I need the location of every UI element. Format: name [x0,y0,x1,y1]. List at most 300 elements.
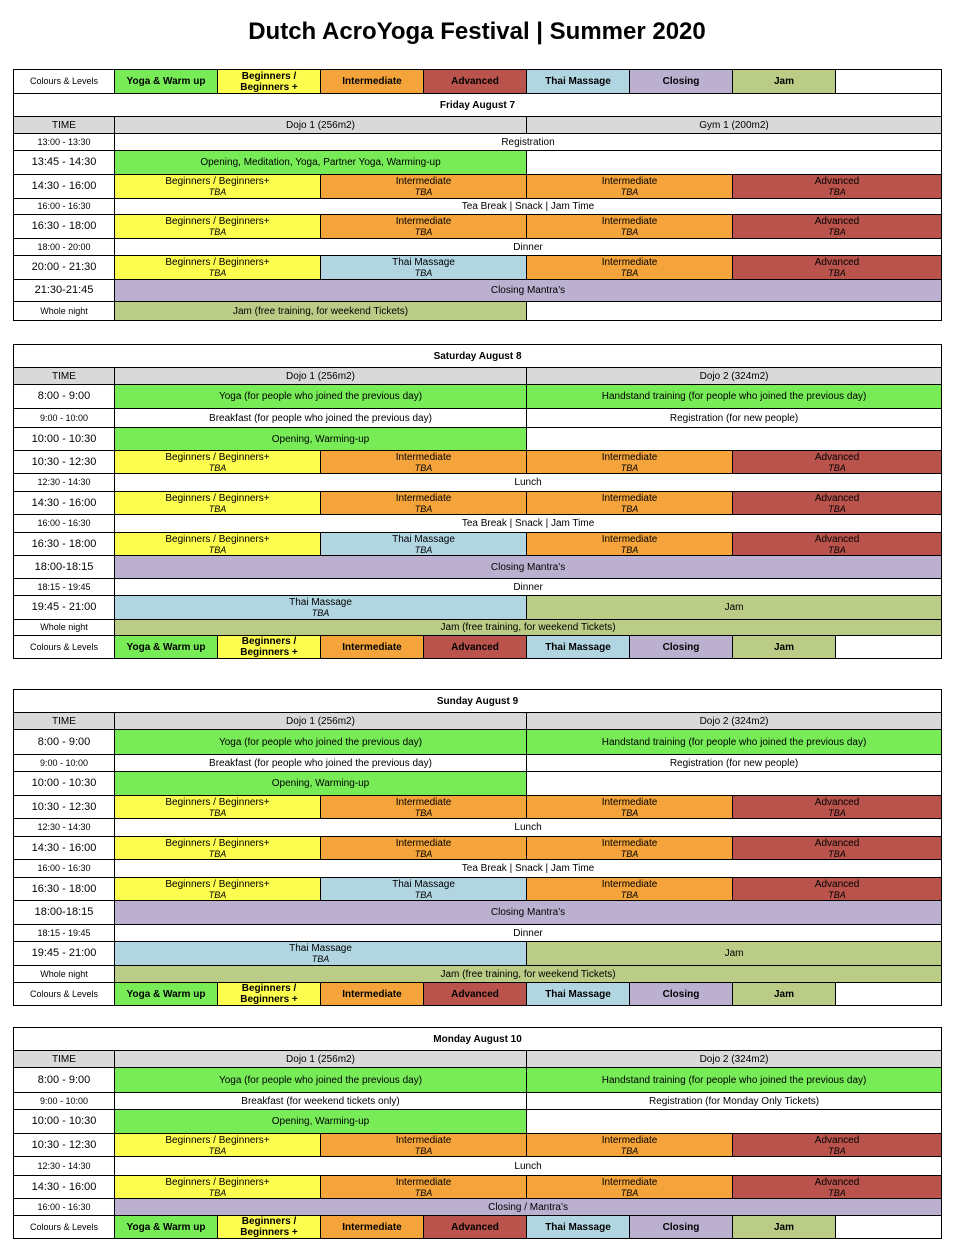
time-cell: 9:00 - 10:00 [14,755,115,772]
time-cell: 18:00-18:15 [14,901,115,925]
session-label: Intermediate [601,216,658,227]
session-beginners [115,215,321,239]
schedule-row [14,1134,942,1157]
session-intermediate [527,878,733,901]
session-sub: TBA [620,807,639,818]
legend-yoga: Yoga & Warm up [115,983,218,1006]
session-intermediate [321,1134,527,1157]
session-intermediate [527,1176,733,1199]
legend-closing: Closing [630,70,733,94]
session-beginners [115,175,321,199]
session-thai [321,256,527,280]
session-intermediate [321,215,527,239]
session-label: Beginners / Beginners+ [165,176,270,187]
session-sub: TBA [414,1187,433,1198]
day-title-row [14,1028,942,1051]
session-sub: TBA [311,954,330,964]
session-sub: TBA [414,268,433,278]
schedule-row [14,1110,942,1134]
time-cell: 10:00 - 10:30 [14,1110,115,1134]
time-cell: 16:30 - 18:00 [14,878,115,901]
schedule-row [14,256,942,280]
session-sub: TBA [620,503,639,514]
session-intermediate [527,1134,733,1157]
session-intermediate [527,837,733,860]
time-cell: 10:30 - 12:30 [14,1134,115,1157]
session-white: Breakfast (for weekend tickets only) [115,1093,527,1110]
session-sub: TBA [208,1145,227,1156]
session-label: Beginners / Beginners+ [165,492,270,504]
session-yoga: Opening, Warming-up [115,428,527,451]
time-header: TIME [14,1051,115,1068]
time-cell: 19:45 - 21:00 [14,942,115,966]
session-white [527,772,942,796]
session-label: Intermediate [395,796,452,808]
session-intermediate [527,451,733,474]
time-cell: 10:00 - 10:30 [14,428,115,451]
session-advanced [733,215,942,239]
session-sub: TBA [828,1187,846,1198]
session-label: Beginners / Beginners+ [165,257,270,268]
time-cell: Whole night [14,966,115,983]
session-label: Intermediate [601,451,658,463]
session-label: Beginners / Beginners+ [165,878,270,890]
session-label: Beginners / Beginners+ [165,216,270,227]
session-label: Intermediate [395,492,452,504]
session-sub: TBA [620,544,639,555]
session-label: Thai Massage [392,257,455,268]
time-cell: 18:15 - 19:45 [14,579,115,596]
session-yoga: Opening, Meditation, Yoga, Partner Yoga, Warming-up [115,151,527,175]
schedule-row [14,239,942,256]
session-sub: TBA [828,807,846,818]
session-intermediate [527,492,733,515]
session-thai [321,533,527,556]
session-sub: TBA [620,268,639,278]
session-advanced [733,533,942,556]
time-cell: 12:30 - 14:30 [14,819,115,837]
session-label: Beginners / Beginners+ [165,1176,270,1188]
legend-intermediate: Intermediate [321,636,424,659]
schedule-row [14,620,942,636]
day-title-row [14,690,942,713]
session-sub: TBA [828,187,846,197]
session-intermediate [527,796,733,819]
session-thai [115,942,527,966]
legend-white [836,70,942,94]
session-label: Beginners / Beginners+ [165,796,270,808]
session-white: Registration (for Monday Only Tickets) [527,1093,942,1110]
session-label: Advanced [814,176,860,187]
session-closing: Closing / Mantra’s [115,1199,942,1216]
session-sub: TBA [620,1145,639,1156]
session-label: Intermediate [601,257,658,268]
time-cell: 10:30 - 12:30 [14,796,115,819]
session-advanced [733,837,942,860]
legend-advanced: Advanced [424,636,527,659]
legend-beginners: Beginners / Beginners + [218,1216,321,1239]
room-header: Dojo 1 (256m2) [115,368,527,385]
session-jam: Jam (free training, for weekend Tickets) [115,302,527,321]
time-cell: 8:00 - 9:00 [14,730,115,755]
session-white: Tea Break | Snack | Jam Time [115,860,942,878]
session-closing: Closing Mantra’s [115,901,942,925]
legend-label: Colours & Levels [14,636,115,659]
session-intermediate [321,837,527,860]
schedule-row [14,925,942,942]
schedule-row [14,409,942,428]
legend-jam: Jam [733,1216,836,1239]
time-cell: 16:00 - 16:30 [14,199,115,215]
session-label: Intermediate [395,1134,452,1146]
session-yoga: Yoga (for people who joined the previous day) [115,385,527,409]
header-row [14,117,942,134]
schedule-row [14,302,942,321]
session-closing: Closing Mantra’s [115,280,942,302]
time-cell: 10:30 - 12:30 [14,451,115,474]
session-sub: TBA [208,889,227,900]
time-header: TIME [14,117,115,134]
session-sub: TBA [828,848,846,859]
session-jam: Jam (free training, for weekend Tickets) [115,620,942,636]
session-label: Intermediate [601,837,658,849]
session-yoga: Handstand training (for people who joined the previous day) [527,385,942,409]
session-sub: TBA [828,544,846,555]
legend-intermediate: Intermediate [321,1216,424,1239]
time-cell: 14:30 - 16:00 [14,492,115,515]
session-label: Intermediate [601,176,658,187]
legend-intermediate: Intermediate [321,70,424,94]
header-row [14,368,942,385]
legend-closing: Closing [630,1216,733,1239]
session-sub: TBA [208,187,227,197]
session-label: Intermediate [601,1134,658,1146]
session-white: Lunch [115,1157,942,1176]
legend-intermediate: Intermediate [321,983,424,1006]
legend-white [836,636,942,659]
session-yoga: Yoga (for people who joined the previous day) [115,1068,527,1093]
schedule-row [14,837,942,860]
session-sub: TBA [620,227,639,237]
schedule-row [14,966,942,983]
session-yoga: Yoga (for people who joined the previous day) [115,730,527,755]
legend-yoga: Yoga & Warm up [115,70,218,94]
session-advanced [733,175,942,199]
schedule-row [14,755,942,772]
room-header: Dojo 2 (324m2) [527,368,942,385]
session-thai [115,596,527,620]
schedule-row [14,215,942,239]
time-cell: 13:45 - 14:30 [14,151,115,175]
session-sub: TBA [620,889,639,900]
session-intermediate [527,215,733,239]
session-intermediate [527,533,733,556]
session-sub: TBA [620,848,639,859]
session-beginners [115,837,321,860]
session-white [527,428,942,451]
session-label: Advanced [814,1134,860,1146]
session-yoga: Handstand training (for people who joined the previous day) [527,730,942,755]
session-white: Breakfast (for people who joined the previous day) [115,755,527,772]
schedule-row [14,901,942,925]
day-title-row [14,345,942,368]
schedule-row [14,772,942,796]
session-white [527,302,942,321]
session-sub: TBA [208,1187,227,1198]
session-beginners [115,796,321,819]
schedule-row [14,730,942,755]
session-label: Intermediate [395,837,452,849]
session-label: Advanced [814,216,860,227]
schedule-row [14,280,942,302]
session-white: Dinner [115,239,942,256]
time-cell: 14:30 - 16:00 [14,1176,115,1199]
time-header: TIME [14,713,115,730]
room-header: Dojo 1 (256m2) [115,1051,527,1068]
session-label: Advanced [814,451,860,463]
session-beginners [115,1134,321,1157]
room-header: Dojo 1 (256m2) [115,713,527,730]
time-cell: 12:30 - 14:30 [14,1157,115,1176]
session-beginners [115,256,321,280]
time-cell: 8:00 - 9:00 [14,385,115,409]
session-white: Breakfast (for people who joined the previous day) [115,409,527,428]
schedule-row [14,942,942,966]
schedule-row [14,175,942,199]
session-label: Thai Massage [392,878,455,890]
session-sub: TBA [828,268,846,278]
session-advanced [733,1134,942,1157]
day-title: Monday August 10 [14,1028,942,1051]
session-label: Intermediate [395,451,452,463]
session-label: Beginners / Beginners+ [165,451,270,463]
session-advanced [733,796,942,819]
schedule-row [14,199,942,215]
schedule-row [14,492,942,515]
session-white: Dinner [115,925,942,942]
day-table [13,1027,942,1239]
session-label: Advanced [814,492,860,504]
session-advanced [733,451,942,474]
session-sub: TBA [414,187,433,197]
schedule-row [14,796,942,819]
legend-row [14,983,942,1006]
session-jam: Jam (free training, for weekend Tickets) [115,966,942,983]
session-label: Intermediate [395,1176,452,1188]
session-jam: Jam [527,596,942,620]
legend-row [14,70,942,94]
session-sub: TBA [311,608,330,618]
session-beginners [115,533,321,556]
day-title: Saturday August 8 [14,345,942,368]
session-advanced [733,1176,942,1199]
session-label: Intermediate [395,176,452,187]
room-header: Dojo 2 (324m2) [527,713,942,730]
session-intermediate [321,492,527,515]
session-sub: TBA [828,1145,846,1156]
time-cell: 8:00 - 9:00 [14,1068,115,1093]
header-row [14,1051,942,1068]
schedule-row [14,1199,942,1216]
schedule-row [14,819,942,837]
room-header: Dojo 2 (324m2) [527,1051,942,1068]
session-label: Intermediate [601,533,658,545]
legend-beginners: Beginners / Beginners + [218,983,321,1006]
session-white: Registration (for new people) [527,755,942,772]
legend-thai: Thai Massage [527,983,630,1006]
legend-label: Colours & Levels [14,70,115,94]
session-label: Intermediate [601,492,658,504]
room-header: Dojo 1 (256m2) [115,117,527,134]
schedule-row [14,579,942,596]
legend-jam: Jam [733,636,836,659]
session-sub: TBA [208,503,227,514]
time-cell: 13:00 - 13:30 [14,134,115,151]
time-cell: 16:00 - 16:30 [14,515,115,533]
time-cell: 10:00 - 10:30 [14,772,115,796]
session-advanced [733,492,942,515]
legend-closing: Closing [630,983,733,1006]
session-white: Registration (for new people) [527,409,942,428]
day-table [13,344,942,659]
time-cell: 18:00 - 20:00 [14,239,115,256]
session-label: Advanced [814,837,860,849]
session-label: Advanced [814,257,860,268]
session-label: Intermediate [395,216,452,227]
time-cell: 14:30 - 16:00 [14,175,115,199]
session-sub: TBA [828,227,846,237]
session-beginners [115,878,321,901]
time-cell: 16:30 - 18:00 [14,215,115,239]
day-table [13,689,942,1006]
schedule-row [14,451,942,474]
session-label: Advanced [814,878,860,890]
time-cell: Whole night [14,620,115,636]
time-cell: Whole night [14,302,115,321]
session-closing: Closing Mantra’s [115,556,942,579]
session-label: Advanced [814,796,860,808]
page-title: Dutch AcroYoga Festival | Summer 2020 [248,18,706,45]
session-sub: TBA [208,462,227,473]
legend-yoga: Yoga & Warm up [115,1216,218,1239]
session-sub: TBA [208,544,227,555]
session-sub: TBA [414,807,433,818]
session-sub: TBA [620,462,639,473]
session-sub: TBA [208,848,227,859]
time-cell: 16:00 - 16:30 [14,860,115,878]
schedule-row [14,533,942,556]
day-table [13,69,942,321]
time-cell: 19:45 - 21:00 [14,596,115,620]
time-cell: 18:15 - 19:45 [14,925,115,942]
session-label: Beginners / Beginners+ [165,837,270,849]
legend-thai: Thai Massage [527,1216,630,1239]
schedule-row [14,151,942,175]
legend-advanced: Advanced [424,983,527,1006]
session-intermediate [321,451,527,474]
session-sub: TBA [208,227,227,237]
schedule-row [14,134,942,151]
session-white: Lunch [115,819,942,837]
session-label: Intermediate [601,1176,658,1188]
session-sub: TBA [414,1145,433,1156]
session-beginners [115,492,321,515]
session-label: Beginners / Beginners+ [165,1134,270,1146]
legend-row [14,636,942,659]
session-sub: TBA [828,503,846,514]
schedule-row [14,428,942,451]
schedule-row [14,1157,942,1176]
header-row [14,713,942,730]
legend-row [14,1216,942,1239]
day-title-row [14,94,942,117]
legend-beginners: Beginners / Beginners + [218,636,321,659]
session-sub: TBA [208,807,227,818]
schedule-row [14,596,942,620]
session-intermediate [321,796,527,819]
session-label: Beginners / Beginners+ [165,533,270,545]
schedule-row [14,1176,942,1199]
time-cell: 9:00 - 10:00 [14,1093,115,1110]
session-label: Thai Massage [392,533,455,545]
session-sub: TBA [414,544,433,555]
legend-white [836,1216,942,1239]
session-jam: Jam [527,942,942,966]
time-cell: 9:00 - 10:00 [14,409,115,428]
time-cell: 21:30-21:45 [14,280,115,302]
session-white: Registration [115,134,942,151]
session-label: Thai Massage [289,943,352,954]
session-intermediate [527,256,733,280]
session-white: Dinner [115,579,942,596]
session-sub: TBA [828,889,846,900]
schedule-row [14,474,942,492]
session-sub: TBA [414,227,433,237]
session-yoga: Opening, Warming-up [115,772,527,796]
legend-jam: Jam [733,70,836,94]
legend-thai: Thai Massage [527,636,630,659]
session-sub: TBA [414,503,433,514]
session-white [527,1110,942,1134]
legend-advanced: Advanced [424,1216,527,1239]
session-sub: TBA [828,462,846,473]
legend-yoga: Yoga & Warm up [115,636,218,659]
day-title: Friday August 7 [14,94,942,117]
schedule-row [14,515,942,533]
legend-label: Colours & Levels [14,983,115,1006]
time-header: TIME [14,368,115,385]
session-sub: TBA [620,1187,639,1198]
session-sub: TBA [414,848,433,859]
session-beginners [115,1176,321,1199]
legend-white [836,983,942,1006]
session-sub: TBA [620,187,639,197]
legend-beginners: Beginners / Beginners + [218,70,321,94]
time-cell: 16:30 - 18:00 [14,533,115,556]
session-advanced [733,878,942,901]
time-cell: 20:00 - 21:30 [14,256,115,280]
time-cell: 12:30 - 14:30 [14,474,115,492]
session-sub: TBA [414,889,433,900]
schedule-row [14,878,942,901]
session-intermediate [321,175,527,199]
schedule-row [14,385,942,409]
legend-closing: Closing [630,636,733,659]
session-thai [321,878,527,901]
session-white: Lunch [115,474,942,492]
schedule-row [14,1093,942,1110]
time-cell: 14:30 - 16:00 [14,837,115,860]
